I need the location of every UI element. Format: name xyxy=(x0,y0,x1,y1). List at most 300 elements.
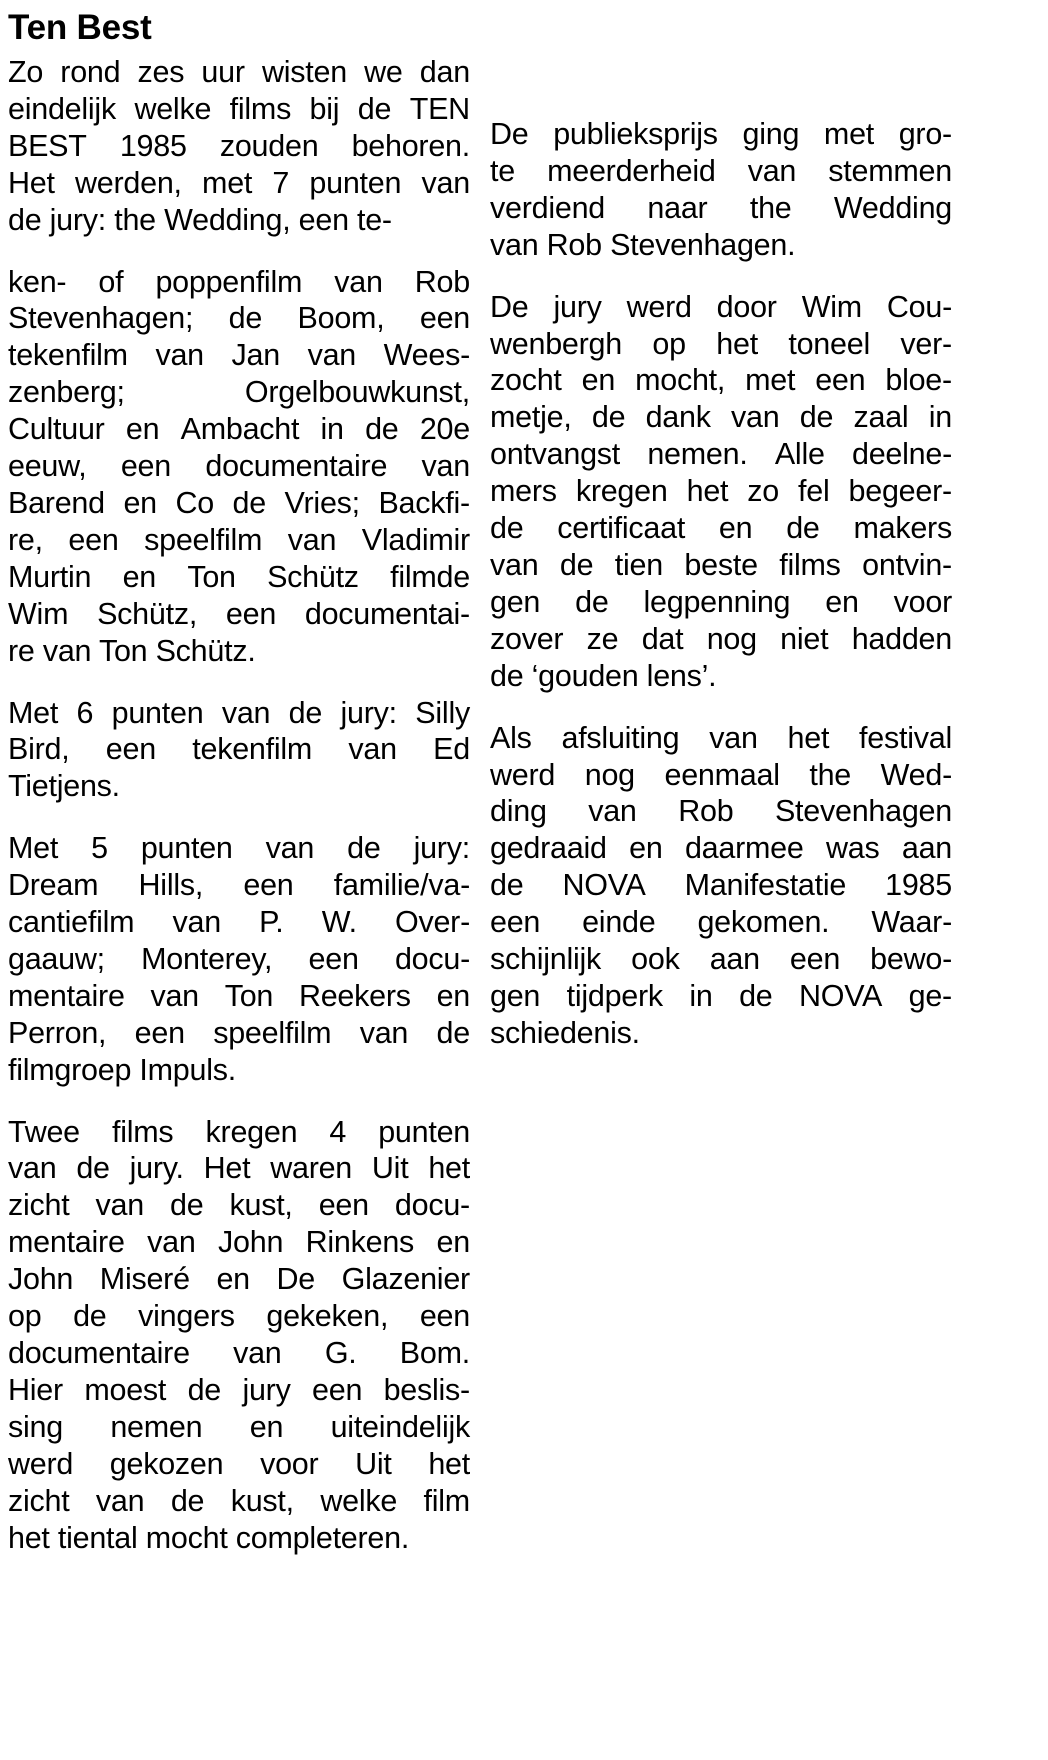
word: en xyxy=(629,831,663,866)
word: certificaat xyxy=(557,511,686,546)
word: Monterey, xyxy=(141,941,273,976)
word: van xyxy=(265,831,315,866)
word: gekozen xyxy=(109,1446,224,1481)
word: nog xyxy=(584,757,635,792)
word: verdiend xyxy=(490,190,605,225)
text-line xyxy=(8,374,470,411)
text-line xyxy=(8,1114,470,1151)
word: een xyxy=(815,363,866,398)
word: zo xyxy=(747,474,780,509)
text-line xyxy=(490,720,952,757)
text-line: de jury: the Wedding, een te- xyxy=(8,202,392,237)
text-line xyxy=(8,300,470,337)
word: de xyxy=(739,978,773,1013)
word: Rinkens xyxy=(305,1225,415,1260)
word: behoren. xyxy=(351,128,470,163)
word: documentai- xyxy=(304,596,470,631)
word: van xyxy=(221,695,271,730)
word: Hills, xyxy=(138,868,204,903)
word: met xyxy=(202,165,253,200)
word: bloe- xyxy=(885,363,952,398)
word: 6 xyxy=(76,695,94,730)
word: de xyxy=(288,695,323,730)
word: Bird, xyxy=(8,732,70,767)
word: Bom. xyxy=(399,1336,470,1370)
word: zouden xyxy=(219,128,319,163)
word: de xyxy=(591,400,626,435)
word: de xyxy=(357,91,392,126)
word: de xyxy=(347,831,381,866)
word: eindelijk xyxy=(8,91,116,126)
word: Ton xyxy=(224,978,274,1013)
word: gro- xyxy=(898,117,952,151)
text-line xyxy=(490,584,952,621)
word: werden, xyxy=(75,165,182,200)
word: Uit xyxy=(371,1151,409,1186)
word: eeuw, xyxy=(8,449,87,484)
word: Co xyxy=(175,485,214,520)
word: zaal xyxy=(853,400,909,435)
text-line xyxy=(490,153,952,190)
word: Als xyxy=(490,720,532,755)
word: mocht, xyxy=(635,363,726,398)
word: een xyxy=(105,732,156,767)
word: nemen. xyxy=(647,437,748,472)
word: wenbergh xyxy=(490,326,622,361)
word: gekeken, xyxy=(266,1299,389,1334)
word: mers xyxy=(490,474,557,509)
word: dan xyxy=(419,55,470,89)
word: poppenfilm xyxy=(155,264,303,299)
word: Het xyxy=(203,1151,251,1186)
word: het xyxy=(787,720,830,755)
word: einde xyxy=(582,905,656,940)
word: punten xyxy=(378,1114,470,1149)
word: van xyxy=(348,732,397,767)
text-line xyxy=(490,830,952,867)
word: waren xyxy=(270,1151,353,1186)
word: re, xyxy=(8,522,43,557)
word: the xyxy=(749,190,792,225)
word: gaauw; xyxy=(8,941,105,976)
word: op xyxy=(8,1299,42,1334)
text-line xyxy=(8,91,470,128)
word: en xyxy=(436,978,470,1013)
word: door xyxy=(716,289,777,324)
word: de xyxy=(559,547,594,582)
word: het xyxy=(428,1151,470,1186)
text-line xyxy=(8,1372,470,1409)
word: tien xyxy=(614,547,663,582)
word: De xyxy=(490,289,529,324)
word: documentaire xyxy=(8,1336,190,1370)
word: bij xyxy=(309,91,340,126)
paragraph xyxy=(8,54,470,239)
text-line xyxy=(490,399,952,436)
word: festival xyxy=(859,720,952,755)
word: en xyxy=(825,584,859,619)
word: een xyxy=(789,942,841,977)
word: Met xyxy=(8,695,59,730)
word: de xyxy=(490,511,524,546)
word: films xyxy=(779,547,841,582)
text-line xyxy=(490,978,952,1015)
word: Rob xyxy=(678,794,734,829)
word: ge- xyxy=(908,978,952,1013)
word: de xyxy=(786,511,820,546)
word: Wim xyxy=(8,596,69,631)
word: een xyxy=(490,905,541,940)
word: van xyxy=(147,1225,196,1260)
word: van xyxy=(8,1151,57,1186)
word: van xyxy=(155,338,204,373)
word: gedraaid xyxy=(490,831,607,866)
word: Reekers xyxy=(298,978,411,1013)
word: tekenfilm xyxy=(8,338,128,373)
word: zenberg; xyxy=(8,375,125,410)
word: Boom, xyxy=(297,301,385,336)
text-line xyxy=(8,1335,470,1372)
word: van xyxy=(731,400,780,435)
word: Over- xyxy=(395,905,470,940)
word: John xyxy=(218,1225,284,1260)
text-line xyxy=(490,941,952,978)
word: de xyxy=(232,485,266,520)
text-line xyxy=(8,1150,470,1187)
word: ontvin- xyxy=(862,547,952,582)
word: van xyxy=(307,338,357,373)
word: van xyxy=(359,1015,409,1050)
word: Glazenier xyxy=(341,1262,470,1297)
word: NOVA xyxy=(798,978,883,1013)
word: zicht xyxy=(8,1188,70,1223)
word: John xyxy=(8,1262,74,1297)
word: G. xyxy=(324,1336,357,1370)
word: de xyxy=(575,584,609,619)
word: zes xyxy=(137,55,185,89)
word: een xyxy=(243,868,294,903)
word: ken- xyxy=(8,264,67,299)
word: Ton xyxy=(187,559,236,594)
word: punten xyxy=(309,165,402,200)
word: punten xyxy=(111,695,204,730)
word: kregen xyxy=(575,474,668,509)
word: van xyxy=(95,1483,145,1518)
text-line xyxy=(490,436,952,473)
word: was xyxy=(825,831,880,866)
word: afsluiting xyxy=(561,720,680,755)
paragraph xyxy=(8,264,470,670)
word: deelne- xyxy=(852,437,952,472)
word: een xyxy=(308,941,359,976)
text-line xyxy=(8,904,470,941)
word: Zo xyxy=(8,55,44,89)
paragraph xyxy=(490,720,952,1052)
word: ook xyxy=(631,942,680,977)
text-line xyxy=(8,522,470,559)
word: meerderheid xyxy=(547,153,716,188)
word: Stevenhagen xyxy=(774,794,952,829)
right-column xyxy=(490,54,952,1052)
word: 1985 xyxy=(119,128,187,163)
word: een xyxy=(134,1015,185,1050)
paragraph xyxy=(490,116,952,264)
text-line xyxy=(8,867,470,904)
word: kregen xyxy=(205,1114,298,1149)
word: Cultuur xyxy=(8,412,105,447)
word: Manifestatie xyxy=(684,868,847,903)
word: moest xyxy=(84,1372,167,1407)
word: welke xyxy=(134,91,212,126)
text-line xyxy=(490,190,952,227)
text-line xyxy=(8,1409,470,1446)
word: in xyxy=(689,978,713,1013)
word: welke xyxy=(320,1483,398,1518)
word: TEN xyxy=(409,91,470,126)
word: Miseré xyxy=(99,1262,190,1297)
word: films xyxy=(229,91,292,126)
text-line: filmgroep Impuls. xyxy=(8,1052,236,1087)
word: en xyxy=(718,511,753,546)
word: makers xyxy=(853,511,952,546)
word: werd xyxy=(490,757,556,792)
page-title: Ten Best xyxy=(8,8,152,47)
text-line xyxy=(490,289,952,326)
word: stemmen xyxy=(828,153,952,188)
word: Twee xyxy=(8,1114,80,1149)
word: van xyxy=(287,522,337,557)
word: metje, xyxy=(490,400,572,435)
word: bewo- xyxy=(870,942,952,977)
word: en xyxy=(249,1409,284,1444)
word: vingers xyxy=(138,1299,235,1334)
text-line xyxy=(8,54,470,91)
word: tekenfilm xyxy=(192,732,313,767)
word: een xyxy=(419,1299,470,1334)
word: 1985 xyxy=(885,868,952,903)
word: van xyxy=(95,1188,144,1223)
word: Dream xyxy=(8,868,99,903)
text-line xyxy=(490,510,952,547)
paragraph xyxy=(8,695,470,806)
text-line xyxy=(8,264,470,301)
word: aan xyxy=(901,831,952,866)
word: voor xyxy=(893,584,952,619)
word: toneel xyxy=(788,326,870,361)
word: werd xyxy=(626,289,692,324)
word: en xyxy=(436,1225,470,1260)
word: cantiefilm xyxy=(8,905,135,940)
text-line xyxy=(490,621,952,658)
word: van xyxy=(588,794,637,829)
word: BEST xyxy=(8,128,87,163)
word: ging xyxy=(742,117,800,151)
text-line xyxy=(8,1015,470,1052)
word: het xyxy=(716,326,758,361)
text-line xyxy=(490,793,952,830)
word: speelfilm xyxy=(144,522,263,557)
text-line xyxy=(8,1446,470,1483)
word: zocht xyxy=(490,363,562,398)
word: rond xyxy=(60,55,121,89)
text-line xyxy=(490,867,952,904)
word: kust, xyxy=(230,1483,294,1518)
word: Wed- xyxy=(880,757,952,792)
word: jury xyxy=(242,1372,291,1407)
word: van xyxy=(172,905,221,940)
word: familie/va- xyxy=(333,868,470,903)
word: een xyxy=(419,301,470,336)
word: documentaire xyxy=(205,449,388,484)
word: Ed xyxy=(433,732,470,767)
word: Wedding xyxy=(833,190,952,225)
word: van xyxy=(233,1336,282,1370)
word: of xyxy=(98,264,124,299)
word: Perron, xyxy=(8,1015,107,1050)
word: begeer- xyxy=(848,474,952,509)
word: van xyxy=(747,153,797,188)
word: beste xyxy=(684,547,758,582)
text-line: van Rob Stevenhagen. xyxy=(490,227,796,262)
word: van xyxy=(150,978,199,1013)
word: beslis- xyxy=(383,1372,470,1407)
word: fel xyxy=(798,474,830,509)
word: W. xyxy=(321,905,357,940)
word: de xyxy=(490,868,524,903)
word: het xyxy=(428,1446,470,1481)
word: schijnlijk xyxy=(490,942,602,977)
left-column xyxy=(8,54,470,1556)
word: Alle xyxy=(774,437,825,472)
word: in xyxy=(320,412,344,447)
word: Jan xyxy=(231,338,280,373)
word: en xyxy=(125,412,160,447)
word: te xyxy=(490,153,515,188)
text-line xyxy=(8,337,470,374)
word: Rob xyxy=(414,264,470,299)
text-line: Tietjens. xyxy=(8,769,120,804)
word: 4 xyxy=(329,1114,347,1149)
word: gen xyxy=(490,584,541,619)
text-line xyxy=(490,904,952,941)
word: naar xyxy=(647,190,708,225)
word: in xyxy=(928,400,952,435)
word: Vries; xyxy=(284,485,360,520)
word: de xyxy=(170,1188,204,1223)
word: docu- xyxy=(394,1188,470,1223)
word: de xyxy=(73,1299,107,1334)
word: en xyxy=(216,1262,250,1297)
text-line xyxy=(490,326,952,363)
word: zover xyxy=(490,621,564,656)
word: de xyxy=(170,1483,205,1518)
word: een xyxy=(225,596,277,631)
text-line xyxy=(8,128,470,165)
text-line xyxy=(8,1298,470,1335)
word: de xyxy=(436,1015,470,1050)
word: van xyxy=(421,165,470,200)
word: eenmaal xyxy=(664,757,780,792)
text-line: het tiental mocht completeren. xyxy=(8,1520,410,1555)
word: docu- xyxy=(394,941,470,976)
word: Cou- xyxy=(886,289,952,324)
word: ding xyxy=(490,794,547,829)
word: filmde xyxy=(390,559,470,594)
word: zicht xyxy=(8,1483,70,1518)
word: the xyxy=(809,757,852,792)
word: gen xyxy=(490,978,541,1013)
word: De xyxy=(490,117,529,151)
word: dank xyxy=(645,400,711,435)
word: kust, xyxy=(229,1188,293,1223)
word: Het xyxy=(8,165,55,200)
text-line xyxy=(8,1187,470,1224)
word: Wees- xyxy=(383,338,470,373)
word: een xyxy=(312,1372,363,1407)
text-line xyxy=(490,473,952,510)
text-line xyxy=(8,411,470,448)
word: jury: xyxy=(340,695,397,730)
text-line: schiedenis. xyxy=(490,1015,640,1050)
paragraph xyxy=(490,289,952,695)
paragraph xyxy=(8,1114,470,1557)
text-line xyxy=(8,978,470,1015)
word: de xyxy=(799,400,834,435)
text-line xyxy=(8,1261,470,1298)
text-line: de ‘gouden lens’. xyxy=(490,658,717,693)
word: niet xyxy=(780,621,829,656)
word: Barend xyxy=(8,485,105,520)
word: werd xyxy=(8,1446,74,1481)
word: voor xyxy=(260,1446,319,1481)
word: met xyxy=(745,363,796,398)
word: Schütz xyxy=(267,559,359,594)
word: van xyxy=(709,720,758,755)
word: Hier xyxy=(8,1372,63,1407)
word: Stevenhagen; xyxy=(8,301,194,336)
word: ver- xyxy=(900,326,952,361)
word: ze xyxy=(586,621,619,656)
word: Uit xyxy=(355,1446,392,1481)
word: Wim xyxy=(801,289,862,324)
word: en xyxy=(581,363,616,398)
word: en xyxy=(123,485,157,520)
text-line xyxy=(8,695,470,732)
word: nog xyxy=(706,621,757,656)
word: Schütz, xyxy=(97,596,198,631)
text-line xyxy=(8,485,470,522)
word: met xyxy=(823,117,874,151)
word: Waar- xyxy=(871,905,952,940)
word: Orgelbouwkunst, xyxy=(244,375,470,410)
word: punten xyxy=(140,831,233,866)
word: daarmee xyxy=(684,831,804,866)
word: films xyxy=(112,1114,174,1149)
text-line xyxy=(8,165,470,202)
word: 7 xyxy=(272,165,290,200)
word: een xyxy=(120,449,171,484)
text-line xyxy=(8,1224,470,1261)
word: een xyxy=(318,1188,369,1223)
word: gekomen. xyxy=(697,905,830,940)
word: Met xyxy=(8,831,59,866)
text-line xyxy=(490,116,952,153)
text-line xyxy=(8,559,470,596)
word: van xyxy=(490,547,539,582)
word: publieksprijs xyxy=(553,117,718,151)
word: mentaire xyxy=(8,1225,125,1260)
text-line xyxy=(490,362,952,399)
